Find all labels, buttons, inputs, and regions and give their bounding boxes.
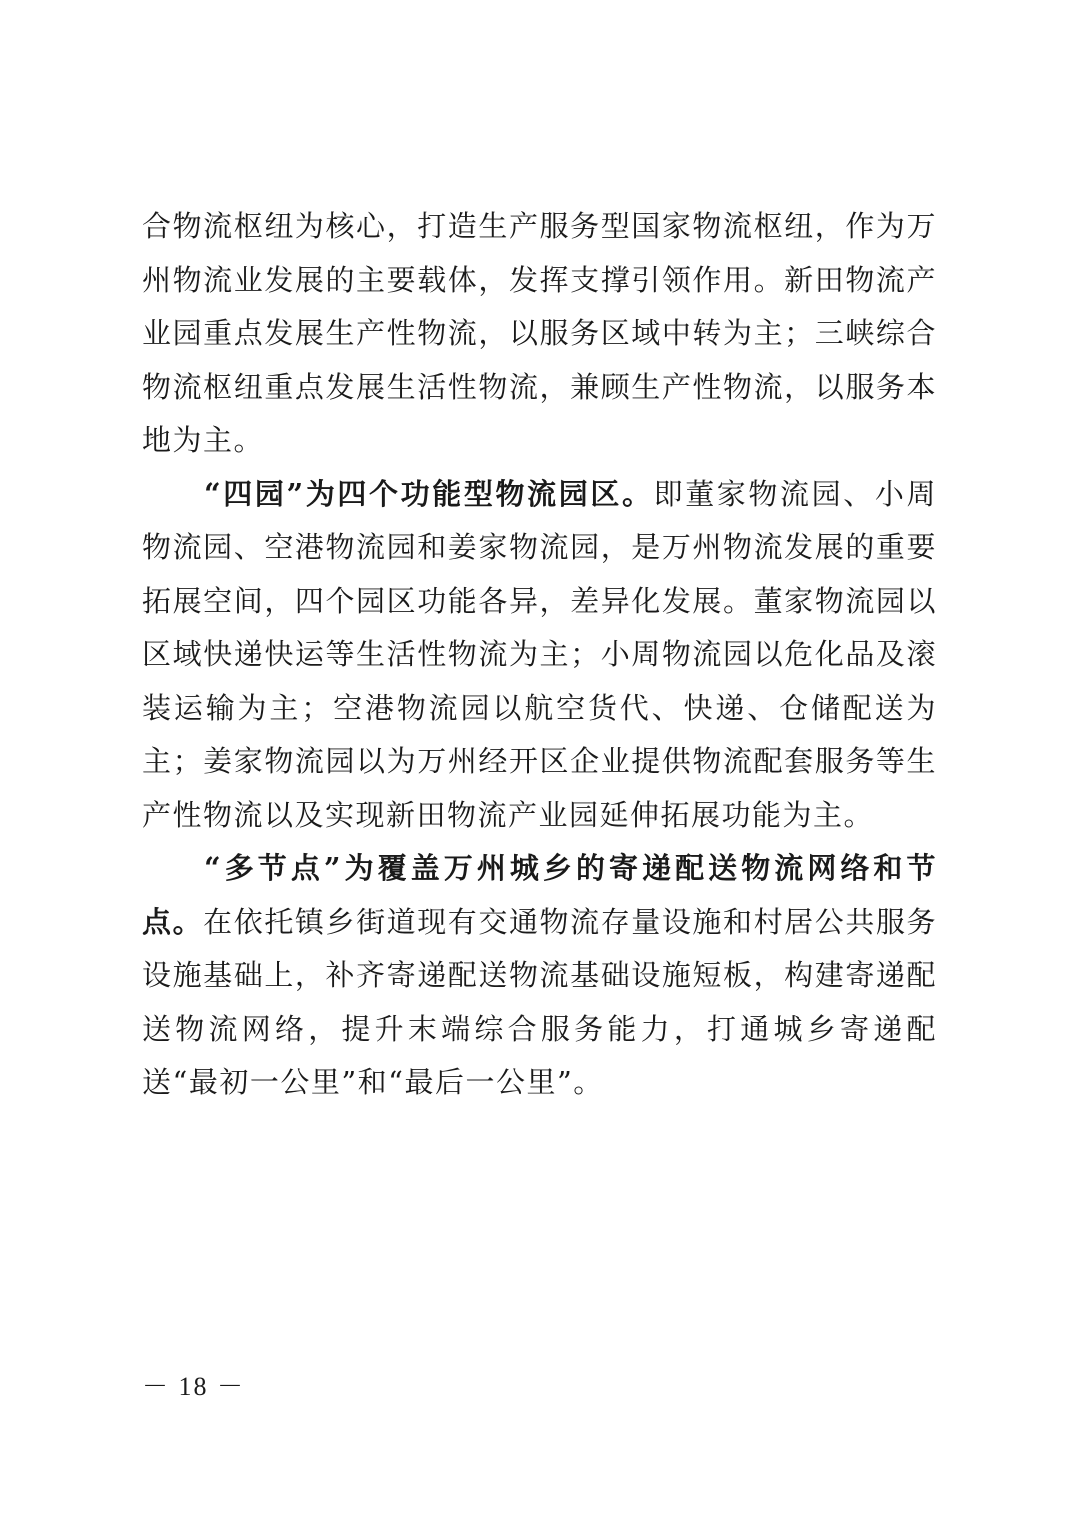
paragraph-3 (142, 842, 937, 1110)
paragraph-3-text: 在依托镇乡街道现有交通物流存量设施和村居公共服务设施基础上，补齐寄递配送物流基础设施短板，构建寄递配送物流网络，提升末端综合服务能力，打通城乡寄递配送“最初一公里”和“最后一公里”。 (142, 904, 937, 1099)
paragraph-1 (142, 200, 937, 468)
document-body (142, 200, 937, 1110)
paragraph-1-text: 合物流枢纽为核心，打造生产服务型国家物流枢纽，作为万州物流业发展的主要载体，发挥支撑引领作用。新田物流产业园重点发展生产性物流，以服务区域中转为主；三峡综合物流枢纽重点发展生活性物流，兼顾生产性物流，以服务本地为主。 (142, 209, 937, 457)
paragraph-3-heading: “多节点”为覆盖万州城乡的寄递配送物流网络和节点。 (142, 851, 937, 939)
paragraph-2 (142, 468, 937, 843)
paragraph-2-heading: “四园”为四个功能型物流园区。 (204, 476, 654, 511)
page-number: － 18 － (142, 1372, 246, 1401)
paragraph-2-text: 即董家物流园、小周物流园、空港物流园和姜家物流园，是万州物流发展的重要拓展空间，四个园区功能各异，差异化发展。董家物流园以区域快递快运等生活性物流为主；小周物流园以危化品及滚装运输为主；空港物流园以航空货代、快递、仓储配送为主；姜家物流园以为万州经开区企业提供物流配套服务等生产性物流以及实现新田物流产业园延伸拓展功能为主。 (142, 476, 937, 832)
